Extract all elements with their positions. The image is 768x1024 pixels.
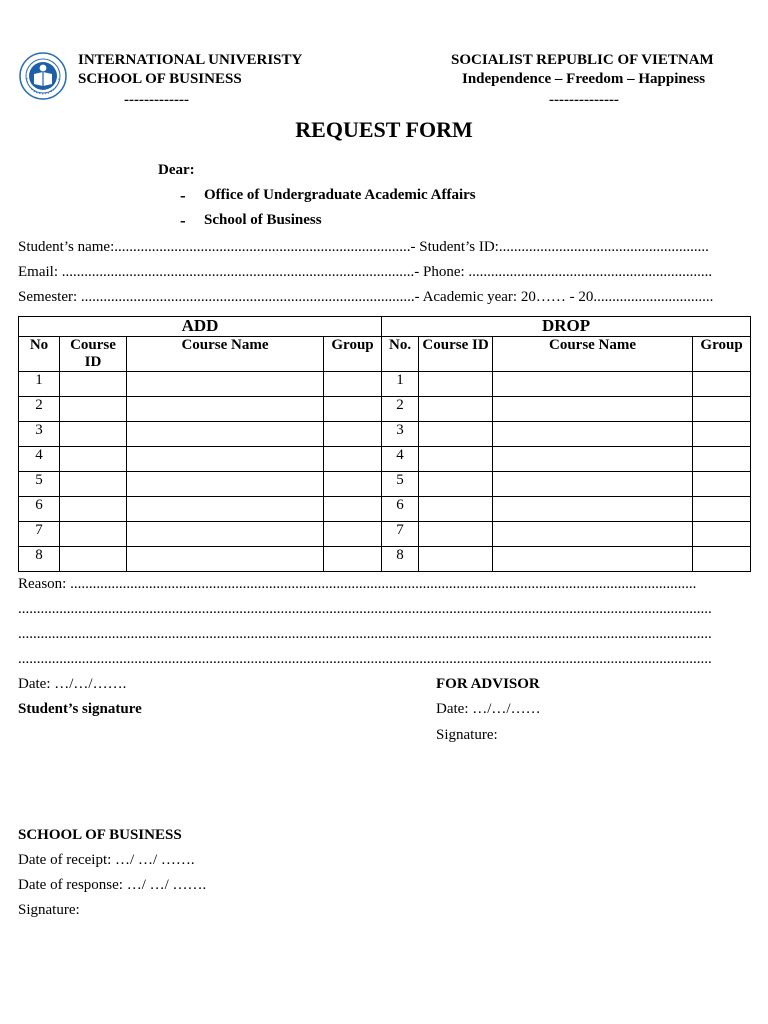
drop-course-name-cell[interactable] bbox=[493, 547, 693, 572]
table-row bbox=[19, 522, 751, 547]
drop-group-cell[interactable] bbox=[693, 422, 751, 447]
recipient-bullet-1: - bbox=[180, 186, 186, 205]
add-row-no: 7 bbox=[19, 522, 60, 547]
table-row bbox=[19, 547, 751, 572]
drop-row-no: 7 bbox=[382, 522, 419, 547]
advisor-signature[interactable]: Signature: bbox=[436, 727, 498, 743]
drop-col-group: Group bbox=[693, 337, 751, 372]
add-course-name-cell[interactable] bbox=[127, 397, 324, 422]
dear-label: Dear: bbox=[158, 162, 195, 178]
add-group-cell[interactable] bbox=[324, 447, 382, 472]
national-motto: Independence – Freedom – Happiness bbox=[462, 71, 706, 87]
add-group-cell[interactable] bbox=[324, 422, 382, 447]
add-drop-table bbox=[18, 316, 751, 572]
table-row bbox=[19, 397, 751, 422]
add-row-no: 2 bbox=[19, 397, 60, 422]
add-col-course-id: Course ID bbox=[60, 337, 127, 372]
add-col-course-name: Course Name bbox=[127, 337, 324, 372]
add-group-cell[interactable] bbox=[324, 522, 382, 547]
country-name: SOCIALIST REPUBLIC OF VIETNAM bbox=[451, 52, 714, 68]
right-rule: -------------- bbox=[549, 92, 619, 108]
semester-year-line[interactable]: Semester: .........................................................................................- Academic year: 20…… - 20................................ bbox=[18, 289, 714, 305]
student-signature-label: Student’s signature bbox=[18, 701, 142, 717]
drop-course-name-cell[interactable] bbox=[493, 422, 693, 447]
school-signature[interactable]: Signature: bbox=[18, 902, 80, 918]
reason-line-2[interactable]: ......................................................................................................................................................................................... bbox=[18, 601, 712, 617]
reason-line-4[interactable]: ......................................................................................................................................................................................... bbox=[18, 651, 712, 667]
drop-group-cell[interactable] bbox=[693, 372, 751, 397]
add-course-id-cell[interactable] bbox=[60, 372, 127, 397]
drop-course-name-cell[interactable] bbox=[493, 397, 693, 422]
add-group-cell[interactable] bbox=[324, 472, 382, 497]
drop-col-course-id: Course ID bbox=[419, 337, 493, 372]
university-name: INTERNATIONAL UNIVERISTY bbox=[78, 52, 303, 68]
add-row-no: 4 bbox=[19, 447, 60, 472]
add-group-cell[interactable] bbox=[324, 397, 382, 422]
add-course-id-cell[interactable] bbox=[60, 547, 127, 572]
add-group-cell[interactable] bbox=[324, 372, 382, 397]
add-course-id-cell[interactable] bbox=[60, 522, 127, 547]
drop-course-id-cell[interactable] bbox=[419, 447, 493, 472]
table-row bbox=[19, 447, 751, 472]
left-rule: ------------- bbox=[124, 92, 189, 108]
drop-course-name-cell[interactable] bbox=[493, 447, 693, 472]
drop-group-cell[interactable] bbox=[693, 397, 751, 422]
drop-group-cell[interactable] bbox=[693, 497, 751, 522]
reason-line-1[interactable]: Reason: ....................................................................................................................................................................... bbox=[18, 576, 697, 592]
add-section-title: ADD bbox=[19, 317, 382, 337]
table-row bbox=[19, 372, 751, 397]
table-row bbox=[19, 422, 751, 447]
drop-row-no: 3 bbox=[382, 422, 419, 447]
drop-course-name-cell[interactable] bbox=[493, 372, 693, 397]
add-course-id-cell[interactable] bbox=[60, 472, 127, 497]
add-course-id-cell[interactable] bbox=[60, 397, 127, 422]
drop-group-cell[interactable] bbox=[693, 472, 751, 497]
drop-course-id-cell[interactable] bbox=[419, 472, 493, 497]
drop-col-course-name: Course Name bbox=[493, 337, 693, 372]
add-course-name-cell[interactable] bbox=[127, 447, 324, 472]
page-title: REQUEST FORM bbox=[295, 117, 473, 142]
drop-row-no: 8 bbox=[382, 547, 419, 572]
recipient-bullet-2: - bbox=[180, 211, 186, 230]
add-row-no: 1 bbox=[19, 372, 60, 397]
school-name: SCHOOL OF BUSINESS bbox=[78, 71, 242, 87]
drop-row-no: 6 bbox=[382, 497, 419, 522]
advisor-title: FOR ADVISOR bbox=[436, 676, 540, 692]
add-row-no: 3 bbox=[19, 422, 60, 447]
drop-row-no: 5 bbox=[382, 472, 419, 497]
table-row bbox=[19, 497, 751, 522]
add-row-no: 5 bbox=[19, 472, 60, 497]
drop-course-name-cell[interactable] bbox=[493, 522, 693, 547]
add-course-id-cell[interactable] bbox=[60, 447, 127, 472]
add-course-name-cell[interactable] bbox=[127, 522, 324, 547]
add-course-name-cell[interactable] bbox=[127, 422, 324, 447]
drop-group-cell[interactable] bbox=[693, 522, 751, 547]
email-phone-line[interactable]: Email: ..............................................................................................- Phone: ................................................................. bbox=[18, 264, 713, 280]
drop-course-id-cell[interactable] bbox=[419, 372, 493, 397]
add-col-group: Group bbox=[324, 337, 382, 372]
drop-group-cell[interactable] bbox=[693, 547, 751, 572]
add-group-cell[interactable] bbox=[324, 547, 382, 572]
table-row bbox=[19, 472, 751, 497]
drop-course-name-cell[interactable] bbox=[493, 472, 693, 497]
add-row-no: 8 bbox=[19, 547, 60, 572]
add-course-name-cell[interactable] bbox=[127, 472, 324, 497]
recipient-2: School of Business bbox=[204, 212, 322, 228]
add-course-name-cell[interactable] bbox=[127, 372, 324, 397]
student-name-id-line[interactable]: Student’s name:...............................................................................- Student’s ID:........................................................ bbox=[18, 239, 709, 255]
drop-course-name-cell[interactable] bbox=[493, 497, 693, 522]
add-group-cell[interactable] bbox=[324, 497, 382, 522]
school-section-title: SCHOOL OF BUSINESS bbox=[18, 827, 182, 843]
date-of-response[interactable]: Date of response: …/ …/ ……. bbox=[18, 877, 207, 893]
drop-course-id-cell[interactable] bbox=[419, 497, 493, 522]
add-course-name-cell[interactable] bbox=[127, 497, 324, 522]
add-col-no: No bbox=[19, 337, 60, 372]
add-course-id-cell[interactable] bbox=[60, 422, 127, 447]
recipient-1: Office of Undergraduate Academic Affairs bbox=[204, 187, 476, 203]
add-course-name-cell[interactable] bbox=[127, 547, 324, 572]
drop-row-no: 4 bbox=[382, 447, 419, 472]
university-logo bbox=[19, 52, 67, 100]
drop-course-id-cell[interactable] bbox=[419, 397, 493, 422]
add-course-id-cell[interactable] bbox=[60, 497, 127, 522]
add-row-no: 6 bbox=[19, 497, 60, 522]
advisor-date[interactable]: Date: …/…/…… bbox=[436, 701, 541, 717]
drop-course-id-cell[interactable] bbox=[419, 547, 493, 572]
drop-course-id-cell[interactable] bbox=[419, 522, 493, 547]
drop-course-id-cell[interactable] bbox=[419, 422, 493, 447]
date-of-receipt[interactable]: Date of receipt: …/ …/ ……. bbox=[18, 852, 195, 868]
student-date[interactable]: Date: …/…/……. bbox=[18, 676, 127, 692]
drop-section-title: DROP bbox=[382, 317, 751, 337]
reason-line-3[interactable]: ......................................................................................................................................................................................... bbox=[18, 626, 712, 642]
drop-row-no: 1 bbox=[382, 372, 419, 397]
drop-group-cell[interactable] bbox=[693, 447, 751, 472]
drop-row-no: 2 bbox=[382, 397, 419, 422]
drop-col-no: No. bbox=[382, 337, 419, 372]
